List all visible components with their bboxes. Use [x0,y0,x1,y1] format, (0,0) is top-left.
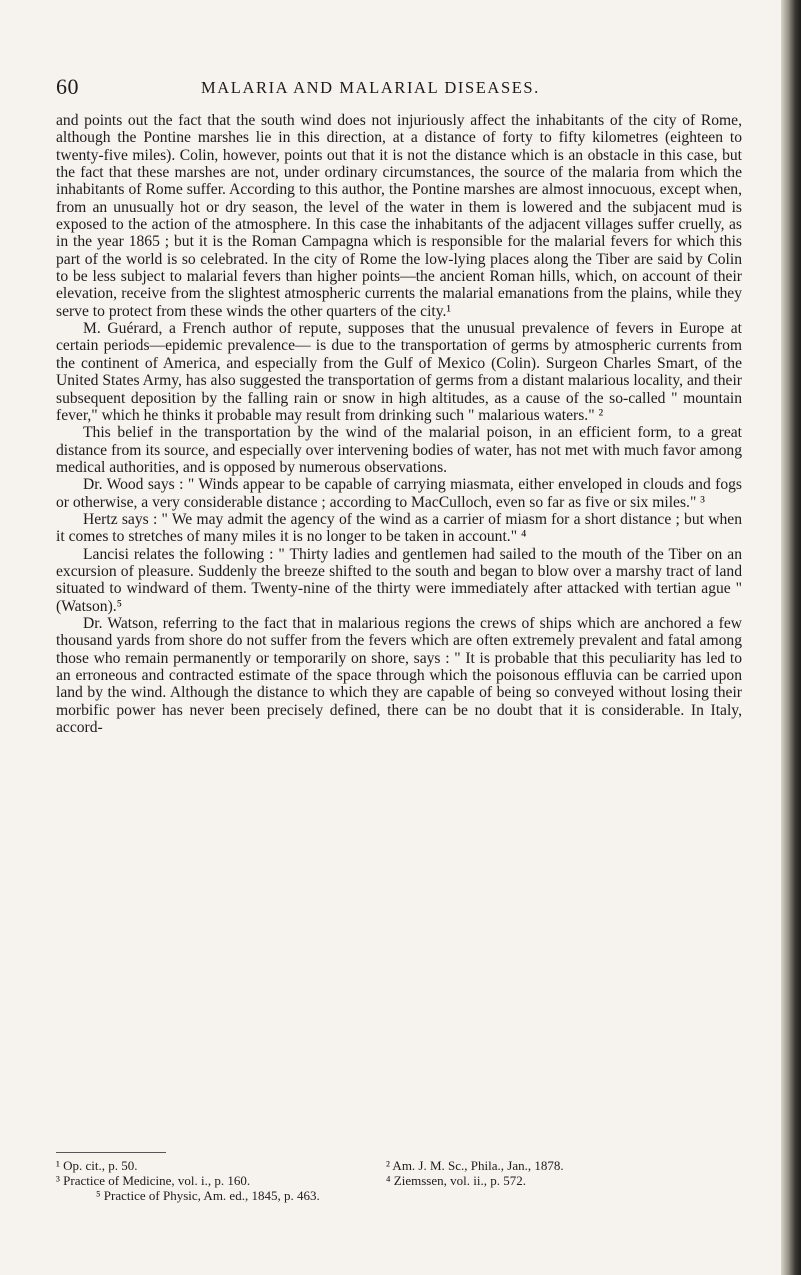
page-edge-shadow [781,0,801,1275]
page-header [56,74,756,104]
paragraph: This belief in the transportation by the wind of the malarial poison, in an efficient form, to a great distance from its source, and especially over intervening bodies of water, has not met with much favor among medical authorities, and is opposed by numerous observations. [56,424,742,476]
footnote-1: ¹ Op. cit., p. 50. [56,1158,138,1173]
footnotes [56,1158,742,1203]
page-number: 60 [56,74,79,99]
running-head: MALARIA AND MALARIAL DISEASES. [201,78,540,97]
paragraph: Hertz says : " We may admit the agency of the wind as a carrier of miasm for a short distance ; but when it comes to stretches of many miles it is no longer to be taken in account." ⁴ [56,510,742,546]
paragraph: Dr. Watson, referring to the fact that in malarious regions the crews of ships which are anchored a few thousand yards from shore do not suffer from the fevers which are often extremely prevalent and fatal among those who remain permanently or temporarily on shore, says : " It is probable that this peculiarity has led to an erroneous and contracted estimate of the space through which the poisonous effluvia can be carried upon land by the wind. Although the distance to which they are capable of being so conveyed without losing their morbific power has never been precisely defined, there can be no doubt that it is considerable. In Italy, accord- [56,614,742,737]
footnote-rule [56,1152,166,1153]
footnote-2: ² Am. J. M. Sc., Phila., Jan., 1878. [386,1158,564,1173]
paragraph: and points out the fact that the south wind does not injuriously affect the inhabitants of the city of Rome, although the Pontine marshes lie in this direction, at a distance of forty to fifty kilometres (eighteen to twenty-five miles). Colin, however, points out that it is not the distance which is an obstacle in this case, but the fact that these marshes are not, under ordinary circumstances, the source of the malaria from which the inhabitants of Rome suffer. According to this author, the Pontine marshes are almost innocuous, except when, from an unusually hot or dry season, the level of the water in them is lowered and the subjacent mud is exposed to the action of the atmosphere. In this case the inhabitants of the adjacent villages suffer cruelly, as in the year 1865 ; but it is the Roman Campagna which is responsible for the malarial fevers for which this part of the world is so celebrated. In the city of Rome the low-lying places along the Tiber are said by Colin to be less subject to malarial fevers than higher points—the ancient Roman hills, which, on account of their elevation, receive from the slightest atmospheric currents the malarial emanations from the plains, while they serve to protect from these winds the other quarters of the city.¹ [56,112,742,320]
footnote-4: ⁴ Ziemssen, vol. ii., p. 572. [386,1173,526,1188]
footnote-row [56,1173,742,1188]
footnote-5: ⁵ Practice of Physic, Am. ed., 1845, p. 463. [96,1188,320,1203]
body-text [56,112,742,736]
footnote-row [56,1188,742,1203]
paragraph: Lancisi relates the following : " Thirty ladies and gentlemen had sailed to the mouth of the Tiber on an excursion of pleasure. Suddenly the breeze shifted to the south and began to blow over a marshy tract of land situated to windward of them. Twenty-nine of the thirty were immediately after attacked with tertian ague " (Watson).⁵ [56,545,742,615]
paragraph: Dr. Wood says : " Winds appear to be capable of carrying miasmata, either enveloped in clouds and fogs or otherwise, a very considerable distance ; according to MacCulloch, even so far as five or six miles." ³ [56,476,742,511]
footnote-row [56,1158,742,1173]
footnote-3: ³ Practice of Medicine, vol. i., p. 160. [56,1173,251,1188]
paragraph: M. Guérard, a French author of repute, supposes that the unusual prevalence of fevers in Europe at certain periods—epidemic prevalence— is due to the transportation of germs by atmospheric currents from the continent of America, and especially from the Gulf of Mexico (Colin). Surgeon Charles Smart, of the United States Army, has also suggested the transportation of germs from a distant malarious locality, and their subsequent deposition by the falling rain or snow in high altitudes, as a cause of the so-called " mountain fever," which he thinks it probable may result from drinking such " malarious waters." ² [56,320,742,424]
